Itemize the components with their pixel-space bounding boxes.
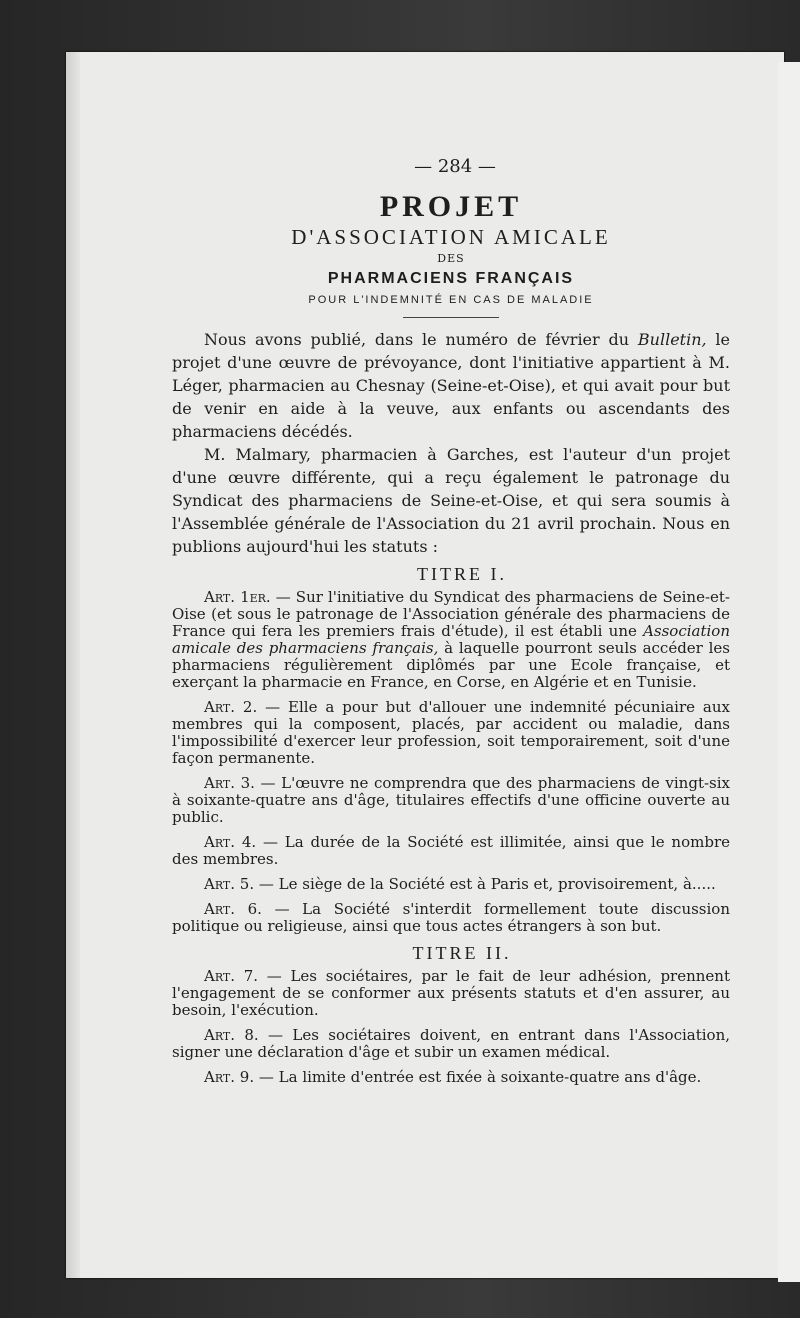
article-text: — Les sociétaires, par le fait de leur adhésion, prennent l'engagement de se conformer aux présents statuts et d'en assurer, au besoin, l'exécution. — [172, 967, 730, 1019]
article-text: — La Société s'interdit formellement toute discussion politique ou religieuse, ainsi que tous actes étrangers à son but. — [172, 900, 730, 935]
titre-1-heading: TITRE I. — [417, 564, 507, 584]
article-9 — [172, 1069, 730, 1086]
article-text: — La limite d'entrée est fixée à soixante-quatre ans d'âge. — [254, 1068, 702, 1086]
article-1 — [172, 589, 730, 691]
title-divider — [403, 317, 499, 318]
article-label: Art. 8. — [204, 1026, 259, 1044]
article-3 — [172, 775, 730, 826]
page-title: PROJET — [379, 190, 523, 223]
article-text: — La durée de la Société est illimitée, ainsi que le nombre des membres. — [172, 833, 730, 868]
article-label: Art. 1er. — [204, 588, 271, 606]
titre-2-heading: TITRE II. — [412, 943, 512, 963]
article-label: Art. 5. — [204, 875, 255, 893]
article-text-end: à laquelle pourront seuls accéder les pharmaciens régulièrement diplômés par une Ecole française, et exerçant la pharmacie en France, en Corse, en Algérie et en Tunisie. — [172, 639, 730, 691]
article-6 — [172, 901, 730, 935]
article-2 — [172, 699, 730, 767]
article-7 — [172, 968, 730, 1019]
intro-section — [172, 328, 730, 558]
article-label: Art. 2. — [204, 698, 258, 716]
page-subtitle: D'ASSOCIATION AMICALE — [291, 225, 611, 249]
titre-2-articles — [172, 968, 730, 1086]
article-text: — Sur l'initiative du Syndicat des pharmaciens de Seine-et-Oise (et sous le patronage de l'Association générale des pharmaciens de France qui fera les premiers frais d'étude), il est établi une — [172, 588, 730, 640]
article-label: Art. 6. — [204, 900, 262, 918]
article-4 — [172, 834, 730, 868]
page-content — [172, 150, 730, 1094]
article-8 — [172, 1027, 730, 1061]
article-text: — Les sociétaires doivent, en entrant dans l'Association, signer une déclaration d'âge et subir un examen médical. — [172, 1026, 731, 1061]
page-binding-edge — [66, 52, 80, 1278]
titre-1-articles — [172, 589, 730, 935]
intro-italic: Bulletin, — [637, 330, 707, 349]
article-text: — L'œuvre ne comprendra que des pharmaciens de vingt-six à soixante-quatre ans d'âge, titulaires effectifs d'une officine ouverte au public. — [172, 774, 730, 826]
intro-paragraph — [172, 328, 730, 443]
article-label: Art. 3. — [204, 774, 255, 792]
article-label: Art. 7. — [204, 967, 259, 985]
article-text: — Le siège de la Société est à Paris et, provisoirement, à..... — [254, 875, 716, 893]
page-number: — 284 — — [414, 156, 496, 177]
article-label: Art. 4. — [204, 833, 257, 851]
subtitle-pharmaciens: PHARMACIENS FRANÇAIS — [327, 270, 575, 287]
article-label: Art. 9. — [204, 1068, 255, 1086]
article-italic: Association amicale des pharmaciens français, — [172, 622, 730, 657]
intro-text-end: le projet d'une œuvre de prévoyance, dont l'initiative appartient à M. Léger, pharmacien au Chesnay (Seine-et-Oise), et qui avait pour but de venir en aide à la veuve, aux enfants ou ascendants des pharmaciens décédés. — [172, 330, 731, 441]
article-text: — Elle a pour but d'allouer une indemnité pécuniaire aux membres qui la composent, placés, par accident ou maladie, dans l'impossibilité d'exercer leur profession, soit temporairement, soit d'une façon permanente. — [172, 698, 730, 767]
intro-paragraph — [172, 443, 730, 558]
intro-text: Nous avons publié, dans le numéro de février du — [204, 330, 638, 349]
intro-text: M. Malmary, pharmacien à Garches, est l'auteur d'un projet d'une œuvre différente, qui a reçu également le patronage du Syndicat des pharmaciens de Seine-et-Oise, et qui sera soumis à l'Assemblée générale de l'Association du 21 avril prochain. Nous en publions aujourd'hui les statuts : — [172, 445, 730, 556]
next-page-edge — [778, 62, 800, 1282]
article-5 — [172, 876, 730, 893]
subtitle-pour: POUR L'INDEMNITÉ EN CAS DE MALADIE — [308, 294, 594, 306]
subtitle-des: DES — [437, 252, 465, 265]
